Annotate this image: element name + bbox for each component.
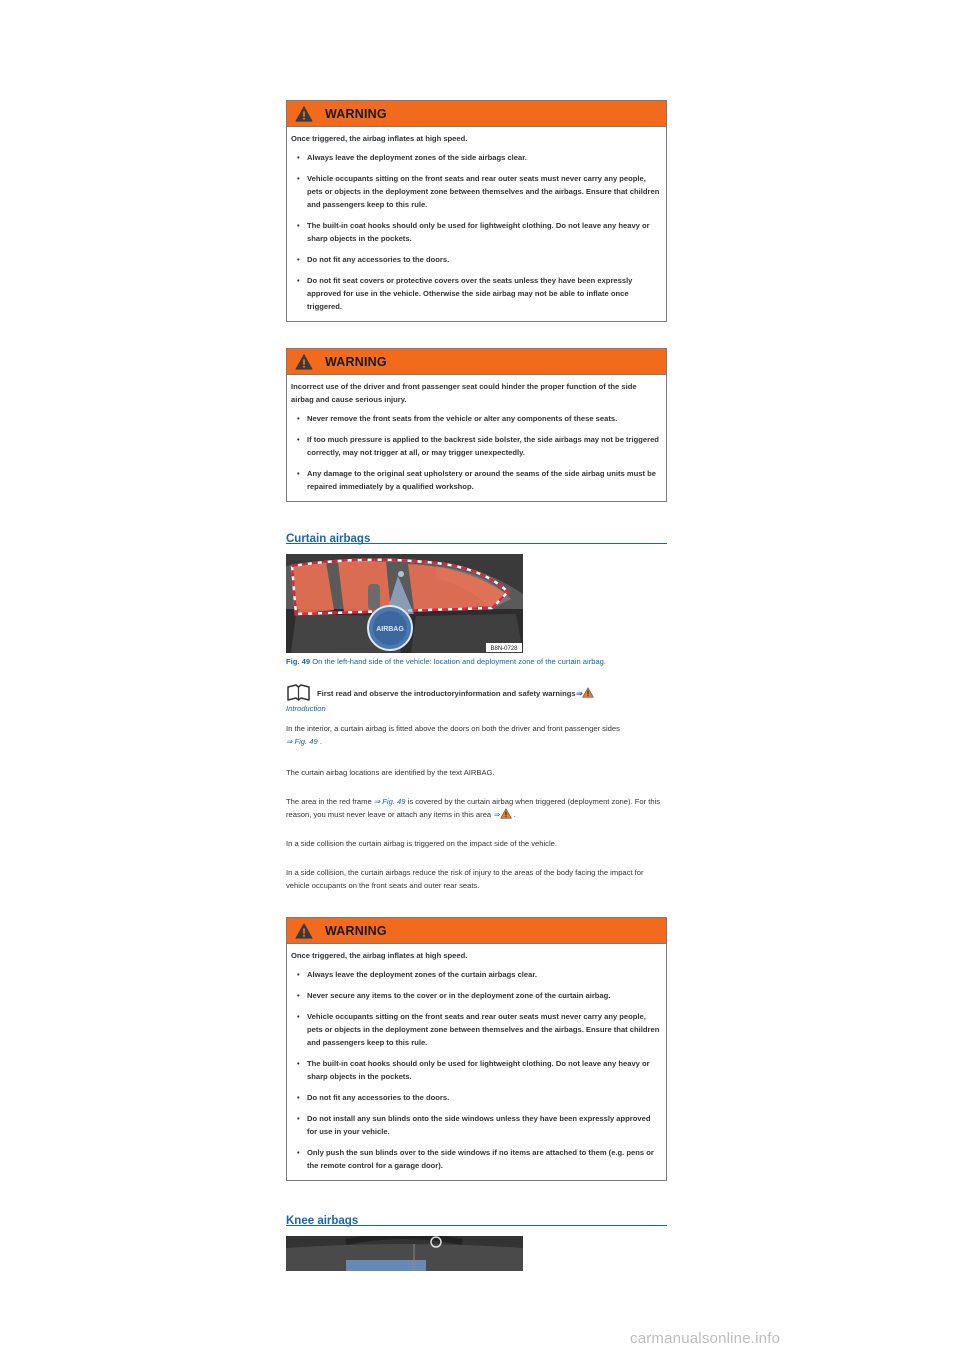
warning-triangle-icon [295,923,313,939]
warning-item: • The built-in coat hooks should only be used for lightweight clothing. Do not leave any heavy or sharp objects in the pockets. [291,219,660,245]
fig-49-link[interactable]: ⇒ Fig. 49 [373,797,406,806]
warning-intro: Once triggered, the airbag inflates at high speed. [291,951,468,960]
warning-item: • Always leave the deployment zones of the side airbags clear. [291,151,660,164]
book-icon [286,684,311,702]
warning-list [291,968,660,1172]
section-title: Knee airbags [286,1215,359,1227]
warning-triangle-icon [582,687,594,698]
warning-item: • The built-in coat hooks should only be used for lightweight clothing. Do not leave any heavy or sharp objects in the pockets. [291,1057,660,1083]
section-heading-knee-airbags [286,1211,667,1226]
warning-triangle-icon [295,106,313,122]
warning-header [287,101,666,127]
warning-item: • Vehicle occupants sitting on the front seats and rear outer seats must never carry any people, pets or objects in the deployment zone between themselves and the airbags. Ensure that children and passengers keep to this rule. [291,172,660,211]
warning-box [286,100,667,322]
warning-intro: Incorrect use of the driver and front passenger seat could hinder the proper function of the side airbag and cause serious injury. [291,382,637,404]
warning-header [287,349,666,375]
paragraph-text: . [513,810,516,819]
warning-item: • Any damage to the original seat upholstery or around the seams of the side airbag units must be repaired immediately by a qualified workshop. [291,467,660,493]
section-title: Curtain airbags [286,533,371,545]
intro-note [286,684,667,716]
paragraph: In a side collision the curtain airbag is triggered on the impact side of the vehicle. [286,839,557,848]
warning-item: • Only push the sun blinds over to the side windows if no items are attached to them (e.g. pens or the remote control for a garage door). [291,1146,660,1172]
warning-title: WARNING [325,106,387,121]
warning-title: WARNING [325,354,387,369]
paragraph [286,795,667,821]
warning-box [286,348,667,502]
knee-airbag-figure [286,1236,523,1271]
note-arrow: ⇒ [575,689,583,698]
car-interior-illustration [286,554,523,653]
warning-title: WARNING [325,923,387,938]
warning-triangle-icon [295,354,313,370]
warning-item: • Never remove the front seats from the vehicle or alter any components of these seats. [291,412,660,425]
introduction-link[interactable]: Introduction [286,704,326,713]
warning-item: • If too much pressure is applied to the backrest side bolster, the side airbags may not be triggered correctly, may not trigger at all, or may trigger unexpectedly. [291,433,660,459]
warning-item: • Do not fit any accessories to the doors. [291,253,660,266]
site-watermark: carmanualsonline.info [630,1330,781,1347]
paragraph-text: In the interior, a curtain airbag is fitted above the doors on both the driver and front passenger sides [286,724,620,733]
warning-item: • Vehicle occupants sitting on the front seats and rear outer seats must never carry any people, pets or objects in the deployment zone between themselves and the airbags. Ensure that children and passengers keep to this rule. [291,1010,660,1049]
paragraph-text: is covered by the curtain airbag when triggered (deployment zone). For this reason, you must never leave or attach any items in this area [286,797,661,819]
warning-item: • Do not fit seat covers or protective covers over the seats unless they have been expressly approved for use in the vehicle. Otherwise the side airbag may not be able to inflate once triggered. [291,274,660,313]
figure-badge-text: AIRBAG [376,626,404,633]
warning-intro: Once triggered, the airbag inflates at high speed. [291,134,468,143]
fig-49-link[interactable]: ⇒ Fig. 49 [286,737,318,746]
warning-item: • Always leave the deployment zones of the curtain airbags clear. [291,968,660,981]
figure-code: B8N-0728 [490,646,518,652]
dashboard-illustration [286,1236,523,1271]
warning-list [291,412,660,493]
paragraph-text: The area in the red frame [286,797,372,806]
warning-item: • Never secure any items to the cover or in the deployment zone of the curtain airbag. [291,989,660,1002]
safety-warning-link[interactable]: ⇒ [493,810,500,819]
section-heading-curtain-airbags [286,529,667,544]
note-text: First read and observe the introductoryinformation and safety warnings [317,689,576,698]
warning-list [291,151,660,313]
paragraph: In a side collision, the curtain airbags reduce the risk of injury to the areas of the body facing the impact for vehicle occupants on the front seats and outer rear seats. [286,868,644,890]
figure-caption [286,656,667,667]
warning-header [287,918,666,944]
warning-item: • Do not install any sun blinds onto the side windows unless they have been expressly approved for use in your vehicle. [291,1112,660,1138]
paragraph: The curtain airbag locations are identified by the text AIRBAG. [286,768,495,777]
warning-triangle-icon [500,808,512,819]
figure-caption-label: Fig. 49 [286,657,311,666]
figure-caption-text: On the left-hand side of the vehicle: location and deployment zone of the curtain airbag. [312,657,607,666]
warning-box [286,917,667,1181]
warning-item: • Do not fit any accessories to the doors. [291,1091,660,1104]
paragraph-text: . [319,737,322,746]
curtain-airbag-figure [286,554,523,653]
paragraph [286,722,667,748]
